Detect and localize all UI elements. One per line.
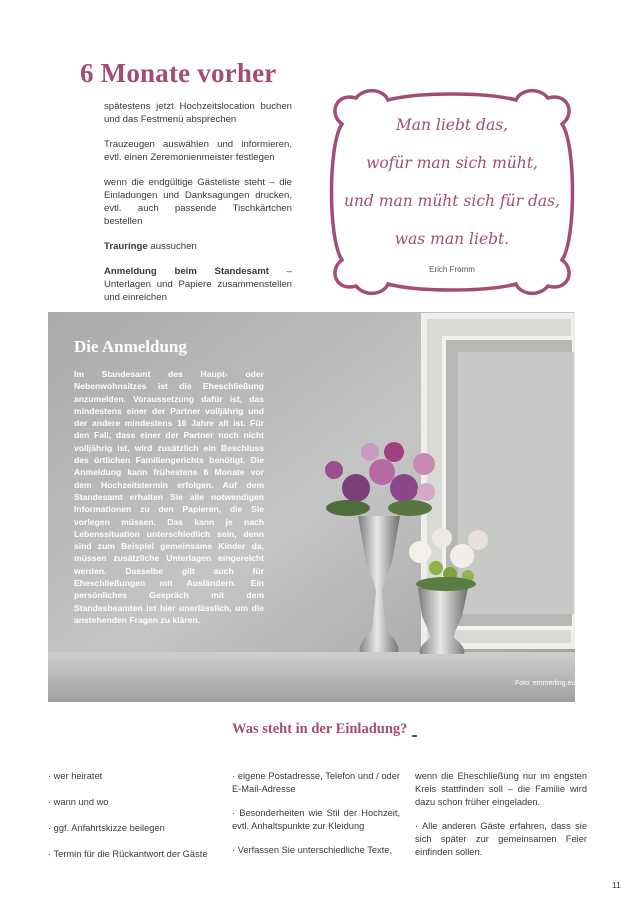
list-item: · eigene Postadresse, Telefon und / oder E-Mail-Adresse (232, 771, 400, 794)
quote-line: wofür man sich müht, (366, 154, 538, 172)
list-item: · Besonderheiten wie Stil der Hochzeit, evtl. Anhaltspunkte zur Kleidung (232, 808, 400, 831)
quote-line: Man liebt das, (395, 116, 509, 134)
anmeldung-body: Im Standesamt des Haupt- oder Nebenwohnsitzes ist die Eheschließung anzumelden. Voraussetzung dafür ist, das mindestens einer der Partner volljährig und der andere mindestens 16 Jahre alt ist. Für den Fall, dass einer der Partner noch nicht volljährig ist, wird zusätzlich ein Beschluss des örtlichen Familiengerichts benötigt. Die Anmeldung kann frühestens 6 Monate vor dem Hochzeitstermin erfolgen. Auf dem Standesamt erhalten Sie alle notwendigen Informationen zu den Papieren, die Sie vorlegen müssen. Das kann je nach Lebenssituation unterschiedlich sein, denn sind zum Beispiel gemeinsame Kinder da, müssen zusätzliche Unterlagen eingereicht werden. Dasselbe gilt auch für Eheschließungen mit Ausländern. Ein persönliches Gespräch mit dem Standesbeamten ist hier unerlässlich, um die anstehenden Fragen zu klären. (74, 369, 264, 625)
task-item: spätestens jetzt Hochzeitslocation buchen und das Festmenü absprechen (104, 101, 292, 125)
list-item: · Alle anderen Gäste erfahren, dass sie sich später zur gemeinsamen Feier einfinden sollen. (415, 821, 587, 857)
task-list (104, 100, 292, 316)
anmeldung-title: Die Anmeldung (74, 337, 187, 356)
task-item: Trauringe aussuchen (104, 241, 197, 252)
quote-line: was man liebt. (394, 230, 510, 248)
photo-credit: Foto: emmerling.eu (515, 680, 576, 687)
list-item: · Verfassen Sie unterschiedliche Texte, (232, 845, 393, 855)
quote-author: Erich Fromm (429, 265, 475, 274)
list-item: · wann und wo (48, 797, 109, 807)
task-item: Anmeldung beim Standesamt – Unterlagen und Papiere zusammenstellen und einreichen (104, 266, 292, 303)
quote-line: und man müht sich für das, (343, 192, 561, 210)
page-number: 11 (612, 880, 621, 890)
einladung-column-2 (232, 770, 400, 857)
list-item: wenn die Eheschließung nur im engsten Kreis stattfinden soll – die Familie wird dazu schon früher eingeladen. (415, 771, 587, 807)
section-heading: 6 Monate vorher (80, 58, 277, 88)
list-item: · ggf. Anfahrtskizze beilegen (48, 823, 165, 833)
einladung-heading: Was steht in der Einladung? (232, 721, 408, 737)
task-item: Trauzeugen auswählen und informieren, evtl. einen Zeremonienmeister festlegen (104, 139, 292, 163)
einladung-column-3 (415, 770, 587, 859)
list-item: · Termin für die Rückantwort der Gäste (48, 849, 208, 859)
list-item: · wer heiratet (48, 771, 103, 781)
divider (412, 735, 417, 737)
einladung-column-1 (48, 770, 216, 861)
task-item: wenn die endgültige Gästeliste steht – die Einladungen und Danksagungen drucken, evtl. auch passende Tischkärtchen bestellen (104, 177, 292, 227)
